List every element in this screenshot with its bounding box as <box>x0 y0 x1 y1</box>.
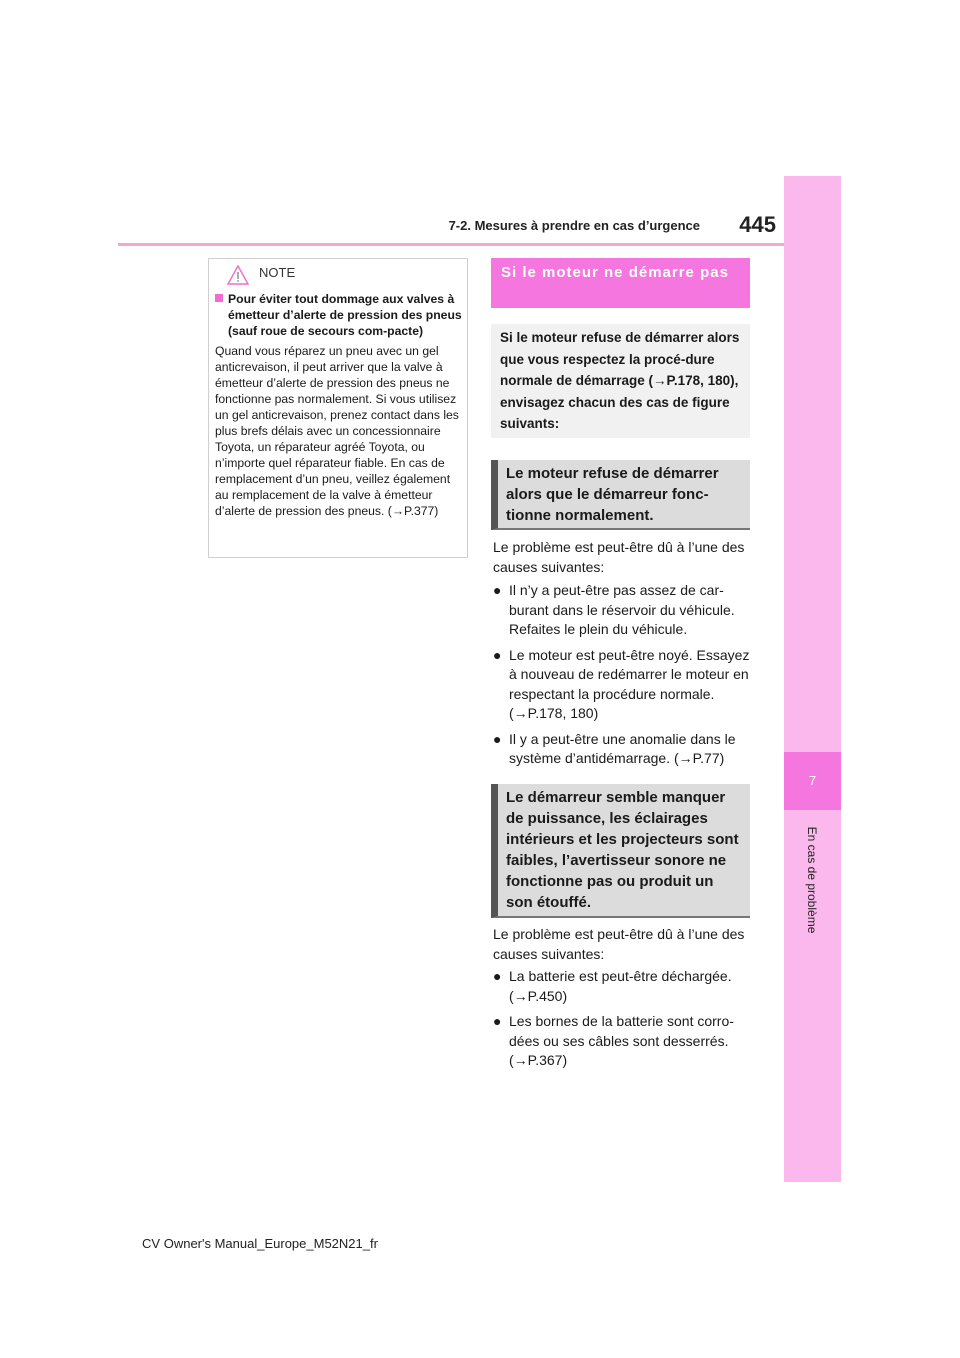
list-item <box>493 1012 755 1071</box>
note-title-row <box>215 291 463 339</box>
section-2-lead: Le problème est peut-être dû à l’une des causes suivantes: <box>493 926 745 962</box>
bullet-dot-icon: ● <box>493 1013 502 1029</box>
section-1-list <box>493 581 755 775</box>
note-label: NOTE <box>259 265 296 280</box>
section-heading-2: Le démarreur semble manquer de puissance, les éclairages intérieurs et les projecteurs sont faibles, l’avertisseur sonore ne fonctionne pas ou produit un son étouffé. <box>491 784 750 918</box>
list-item-text: La batterie est peut-être déchargée. (→P.450) <box>509 968 732 1004</box>
note-box <box>208 258 468 558</box>
note-text: Quand vous réparez un pneu avec un gel anticrevaison, il peut arriver que la valve à émetteur d’alerte de pression des pneus ne fonctionne pas normalement. Si vous utilisez un gel anticrevaison, prenez contact dans les plus brefs délais avec un concessionnaire Toyota, un réparateur agréé Toyota, ou n’importe quel réparateur fiable. En cas de remplacement d’un pneu, veillez également au remplacement de la valve à émetteur d’alerte de pression des pneus. (→P.377) <box>215 344 459 518</box>
square-bullet-icon <box>215 294 223 302</box>
list-item <box>493 730 755 769</box>
bullet-dot-icon: ● <box>493 582 502 598</box>
page-number: 445 <box>739 212 776 237</box>
running-header-section: 7-2. Mesures à prendre en cas d’urgence <box>448 218 700 233</box>
warning-triangle-icon <box>227 265 249 285</box>
section-heading-1: Le moteur refuse de démarrer alors que le démarreur fonc-tionne normalement. <box>491 460 750 530</box>
note-header <box>209 259 467 289</box>
list-item-text: Le moteur est peut-être noyé. Essayez à nouveau de redémarrer le moteur en respectant la procédure normale. (→P.178, 180) <box>509 646 750 721</box>
section-2-list <box>493 967 755 1077</box>
bullet-dot-icon: ● <box>493 968 502 984</box>
note-title: Pour éviter tout dommage aux valves à émetteur d’alerte de pression des pneus (sauf roue de secours com-pacte) <box>228 292 462 338</box>
list-item <box>493 646 755 724</box>
intro-box: Si le moteur refuse de démarrer alors que vous respectez la procé-dure normale de démarrage (→P.178, 180), envisagez chacun des cas de figure suivants: <box>491 324 750 438</box>
note-body <box>215 291 463 519</box>
list-item-text: Il n’y a peut-être pas assez de car-burant dans le réservoir du véhicule. Refaites le plein du véhicule. <box>509 582 735 637</box>
chapter-label: En cas de problème <box>805 826 819 934</box>
bullet-dot-icon: ● <box>493 730 502 747</box>
list-item <box>493 967 755 1006</box>
chapter-side-tab <box>784 176 841 1182</box>
header-divider <box>118 243 784 246</box>
list-item-text: Il y a peut-être une anomalie dans le système d’antidémarrage. (→P.77) <box>509 730 736 766</box>
footer-manual-id: CV Owner's Manual_Europe_M52N21_fr <box>142 1236 378 1251</box>
bullet-dot-icon: ● <box>493 646 502 663</box>
section-1-lead: Le problème est peut-être dû à l’une des causes suivantes: <box>493 539 745 575</box>
list-item-text: Les bornes de la batterie sont corro-dées ou ses câbles sont desserrés. (→P.367) <box>509 1013 734 1068</box>
main-title: Si le moteur ne démarre pas <box>491 258 750 308</box>
chapter-number-tab[interactable]: 7 <box>784 752 841 810</box>
list-item <box>493 581 755 640</box>
